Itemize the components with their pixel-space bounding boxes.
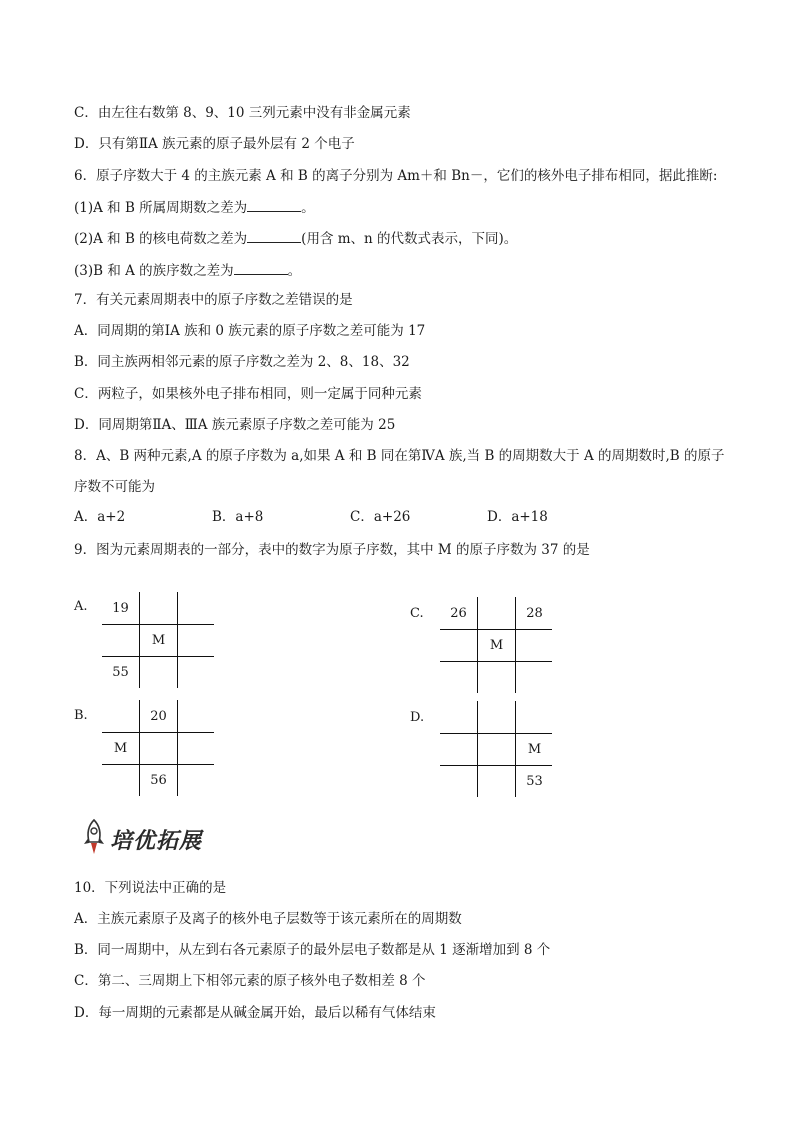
grid-b-label: B. bbox=[74, 708, 88, 723]
grid-cell bbox=[140, 656, 177, 688]
grid-cell bbox=[178, 732, 215, 764]
grid-a bbox=[102, 592, 214, 688]
grid-cell: 55 bbox=[112, 664, 129, 680]
grid-cell bbox=[440, 701, 477, 733]
q10-option-c: C．第二、三周期上下相邻元素的原子核外电子数相差 8 个 bbox=[74, 973, 426, 989]
answer-blank[interactable] bbox=[247, 230, 301, 243]
rocket-icon bbox=[82, 818, 106, 860]
grid-cell bbox=[516, 701, 553, 733]
grid-cell bbox=[440, 629, 477, 661]
q8-option-c: C．a+26 bbox=[350, 509, 411, 525]
grid-cell bbox=[178, 764, 215, 796]
grid-cell: M bbox=[527, 741, 542, 757]
grid-cell bbox=[440, 733, 477, 765]
answer-blank[interactable] bbox=[234, 262, 288, 275]
q6-part-1-text: (1)A 和 B 所属周期数之差为 bbox=[74, 200, 248, 216]
q6-part-1 bbox=[74, 199, 315, 216]
grid-cell: 56 bbox=[150, 772, 167, 788]
grid-cell bbox=[140, 592, 177, 624]
grid-cell bbox=[178, 656, 215, 688]
grid-cell bbox=[478, 661, 515, 693]
grid-cell bbox=[440, 765, 477, 797]
q8-stem-line-1: 8．A、B 两种元素,A 的原子序数为 a,如果 A 和 B 同在第ⅣA 族,当 B 的周期数大于 A 的周期数时,B 的原子 bbox=[74, 448, 725, 464]
section-badge bbox=[82, 818, 202, 860]
grid-cell bbox=[102, 700, 139, 732]
q8-stem-line-2: 序数不可能为 bbox=[74, 479, 155, 495]
section-badge-title: 培优拓展 bbox=[110, 828, 203, 854]
grid-cell bbox=[516, 629, 553, 661]
grid-a-label: A. bbox=[74, 599, 88, 614]
grid-cell: 19 bbox=[112, 600, 129, 616]
grid-cell bbox=[478, 597, 515, 629]
q8-option-d: D．a+18 bbox=[487, 509, 548, 525]
q5-option-c: C．由左往右数第 8、9、10 三列元素中没有非金属元素 bbox=[74, 105, 411, 121]
q6-stem: 6．原子序数大于 4 的主族元素 A 和 B 的离子分别为 Am＋和 Bn－，它们的核外电子排布相同，据此推断: bbox=[74, 168, 718, 184]
q6-part-3 bbox=[74, 262, 301, 279]
grid-cell bbox=[140, 732, 177, 764]
q10-option-b: B．同一周期中，从左到右各元素原子的最外层电子数都是从 1 逐渐增加到 8 个 bbox=[74, 942, 551, 958]
q6-part-2-text: (2)A 和 B 的核电荷数之差为 bbox=[74, 231, 248, 247]
q7-option-b: B．同主族两相邻元素的原子序数之差为 2、8、18、32 bbox=[74, 354, 410, 370]
grid-b bbox=[102, 700, 214, 796]
q8-option-a: A．a+2 bbox=[74, 509, 126, 525]
q7-option-c: C．两粒子，如果核外电子排布相同，则一定属于同种元素 bbox=[74, 386, 422, 402]
grid-cell bbox=[178, 624, 215, 656]
q8-option-b: B．a+8 bbox=[212, 509, 264, 525]
q7-option-a: A．同周期的第ⅠA 族和 0 族元素的原子序数之差可能为 17 bbox=[74, 323, 426, 339]
q6-part-2 bbox=[74, 230, 517, 247]
grid-cell bbox=[478, 765, 515, 797]
q5-option-d: D．只有第ⅡA 族元素的原子最外层有 2 个电子 bbox=[74, 136, 355, 152]
grid-cell: 28 bbox=[526, 605, 543, 621]
grid-cell: M bbox=[151, 632, 166, 648]
grid-cell: 53 bbox=[526, 773, 543, 789]
q10-stem: 10．下列说法中正确的是 bbox=[74, 880, 227, 896]
grid-c bbox=[440, 597, 552, 693]
q6-part-2-end: (用含 m、n 的代数式表示，下同)。 bbox=[301, 231, 518, 247]
grid-cell: M bbox=[113, 740, 128, 756]
grid-d bbox=[440, 701, 552, 797]
grid-cell bbox=[440, 661, 477, 693]
grid-cell bbox=[478, 701, 515, 733]
grid-cell: 20 bbox=[150, 708, 167, 724]
grid-cell: M bbox=[489, 637, 504, 653]
grid-cell bbox=[178, 700, 215, 732]
q9-stem: 9．图为元素周期表的一部分，表中的数字为原子序数，其中 M 的原子序数为 37 的是 bbox=[74, 542, 590, 558]
grid-cell bbox=[102, 764, 139, 796]
q6-part-1-end: 。 bbox=[301, 200, 315, 216]
answer-blank[interactable] bbox=[247, 199, 301, 212]
grid-c-label: C. bbox=[410, 606, 424, 621]
grid-cell bbox=[102, 624, 139, 656]
grid-d-label: D. bbox=[410, 710, 425, 725]
grid-cell bbox=[478, 733, 515, 765]
q6-part-3-text: (3)B 和 A 的族序数之差为 bbox=[74, 263, 234, 279]
q10-option-d: D．每一周期的元素都是从碱金属开始，最后以稀有气体结束 bbox=[74, 1005, 436, 1021]
q7-stem: 7．有关元素周期表中的原子序数之差错误的是 bbox=[74, 292, 353, 308]
grid-cell bbox=[516, 661, 553, 693]
grid-cell: 26 bbox=[450, 605, 467, 621]
grid-cell bbox=[178, 592, 215, 624]
q10-option-a: A．主族元素原子及离子的核外电子层数等于该元素所在的周期数 bbox=[74, 911, 462, 927]
q6-part-3-end: 。 bbox=[287, 263, 302, 279]
q7-option-d: D．同周期第ⅡA、ⅢA 族元素原子序数之差可能为 25 bbox=[74, 417, 396, 433]
